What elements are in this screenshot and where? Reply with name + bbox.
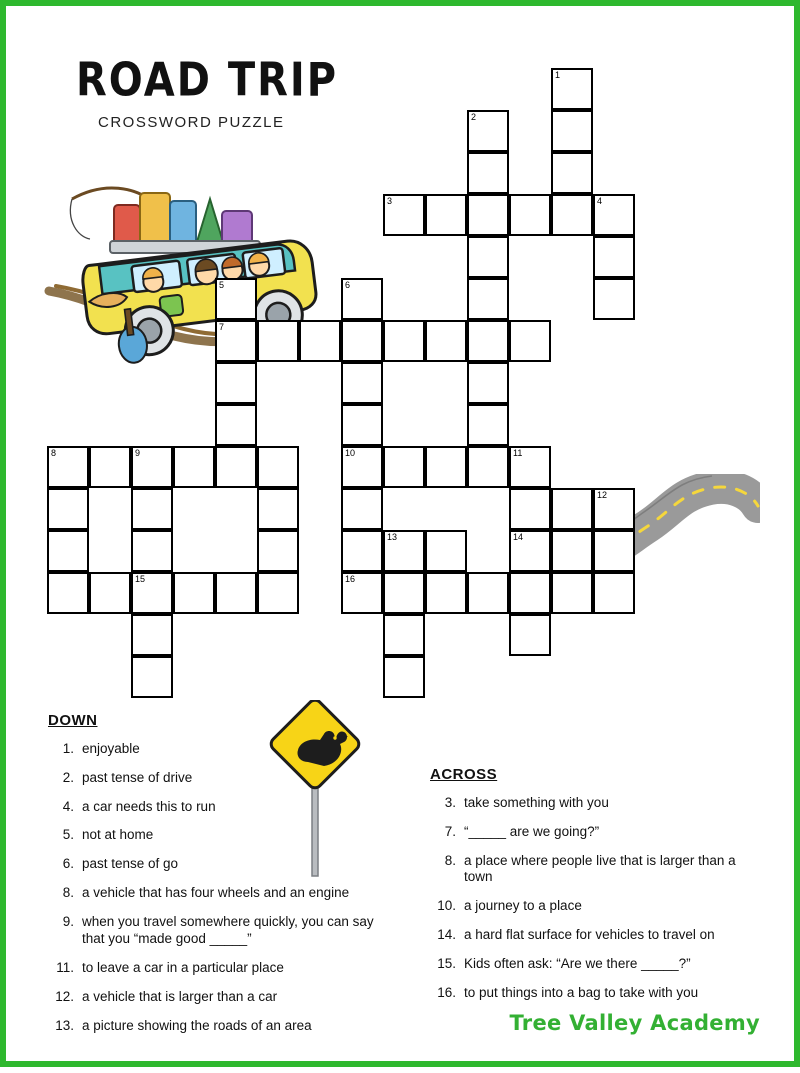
crossword-cell[interactable] — [173, 446, 215, 488]
clue-item — [48, 1018, 398, 1035]
clue-number: 13. — [55, 1017, 74, 1033]
clue-item — [48, 914, 398, 948]
cell-number: 3 — [387, 196, 393, 206]
clue-number: 16. — [437, 984, 456, 1000]
crossword-cell[interactable] — [551, 530, 593, 572]
crossword-cell[interactable] — [593, 236, 635, 278]
clue-item — [48, 827, 398, 844]
crossword-cell[interactable] — [425, 446, 467, 488]
crossword-cell[interactable] — [89, 446, 131, 488]
crossword-cell[interactable] — [383, 530, 425, 572]
crossword-cell[interactable] — [215, 278, 257, 320]
crossword-cell[interactable] — [131, 446, 173, 488]
crossword-cell[interactable] — [341, 530, 383, 572]
cell-number: 8 — [51, 448, 57, 458]
crossword-cell[interactable] — [257, 446, 299, 488]
crossword-cell[interactable] — [341, 404, 383, 446]
crossword-cell[interactable] — [131, 488, 173, 530]
crossword-cell[interactable] — [215, 404, 257, 446]
crossword-cell[interactable] — [131, 656, 173, 698]
crossword-cell[interactable] — [425, 320, 467, 362]
crossword-cell[interactable] — [341, 488, 383, 530]
crossword-cell[interactable] — [551, 152, 593, 194]
crossword-cell[interactable] — [173, 572, 215, 614]
clue-text: a place where people live that is larger than a town — [464, 852, 736, 885]
crossword-cell[interactable] — [467, 236, 509, 278]
cell-number: 12 — [597, 490, 608, 500]
clue-number: 15. — [437, 956, 456, 971]
crossword-cell[interactable] — [47, 446, 89, 488]
down-clues-section — [48, 712, 398, 1046]
crossword-cell[interactable] — [383, 572, 425, 614]
crossword-cell[interactable] — [551, 68, 593, 110]
crossword-cell[interactable] — [509, 530, 551, 572]
clue-text: not at home — [82, 827, 154, 843]
crossword-cell[interactable] — [425, 530, 467, 572]
clue-text: a vehicle that is larger than a car — [82, 988, 278, 1004]
clue-item — [430, 853, 760, 887]
cell-number: 9 — [135, 448, 141, 458]
crossword-cell[interactable] — [131, 572, 173, 614]
crossword-cell[interactable] — [467, 110, 509, 152]
clue-item — [48, 741, 398, 758]
clue-text: a car needs this to run — [82, 798, 216, 814]
clue-item — [430, 927, 760, 944]
clue-number: 12. — [55, 988, 74, 1004]
clue-number: 10. — [437, 898, 456, 914]
clue-number: 3. — [444, 794, 456, 810]
crossword-cell[interactable] — [467, 320, 509, 362]
crossword-cell[interactable] — [341, 572, 383, 614]
clue-number: 4. — [62, 798, 74, 814]
crossword-cell[interactable] — [467, 194, 509, 236]
crossword-cell[interactable] — [509, 572, 551, 614]
crossword-cell[interactable] — [383, 614, 425, 656]
crossword-cell[interactable] — [593, 488, 635, 530]
clue-text: to put things into a bag to take with you — [464, 984, 699, 1000]
crossword-cell[interactable] — [341, 278, 383, 320]
clue-text: when you travel somewhere quickly, you can say that you “made good _____” — [82, 914, 374, 946]
clue-number: 8. — [62, 885, 74, 901]
crossword-cell[interactable] — [257, 530, 299, 572]
cell-number: 7 — [219, 322, 225, 332]
crossword-cell[interactable] — [509, 446, 551, 488]
crossword-cell[interactable] — [131, 614, 173, 656]
clue-number: 5. — [62, 827, 74, 843]
crossword-cell[interactable] — [551, 488, 593, 530]
crossword-cell[interactable] — [467, 572, 509, 614]
crossword-cell[interactable] — [215, 320, 257, 362]
crossword-cell[interactable] — [383, 194, 425, 236]
down-heading: DOWN — [48, 712, 98, 729]
clue-item — [48, 799, 398, 816]
crossword-cell[interactable] — [131, 530, 173, 572]
across-clues-section — [430, 766, 760, 1014]
crossword-cell[interactable] — [47, 572, 89, 614]
clue-number: 14. — [437, 927, 456, 943]
crossword-cell[interactable] — [383, 656, 425, 698]
clue-item — [48, 885, 398, 902]
clue-number: 9. — [62, 914, 74, 929]
clue-item — [430, 956, 760, 973]
clue-item — [48, 770, 398, 787]
clue-text: past tense of go — [82, 856, 179, 872]
down-clue-list — [48, 741, 398, 1035]
crossword-cell[interactable] — [383, 320, 425, 362]
cell-number: 2 — [471, 112, 477, 122]
cell-number: 15 — [135, 574, 146, 584]
clue-item — [430, 898, 760, 915]
crossword-cell[interactable] — [509, 614, 551, 656]
crossword-cell[interactable] — [509, 320, 551, 362]
crossword-cell[interactable] — [509, 194, 551, 236]
crossword-cell[interactable] — [341, 362, 383, 404]
cell-number: 14 — [513, 532, 524, 542]
across-heading: ACROSS — [430, 766, 498, 783]
clue-item — [430, 824, 760, 841]
clue-number: 2. — [62, 769, 74, 785]
crossword-cell[interactable] — [551, 110, 593, 152]
crossword-cell[interactable] — [341, 320, 383, 362]
clue-text: to leave a car in a particular place — [82, 959, 284, 975]
title-block — [76, 54, 376, 131]
brand-footer: Tree Valley Academy — [509, 1011, 760, 1035]
crossword-cell[interactable] — [257, 320, 299, 362]
clue-item — [48, 960, 398, 977]
clue-text: “_____ are we going?” — [464, 823, 600, 839]
crossword-cell[interactable] — [551, 194, 593, 236]
crossword-cell[interactable] — [551, 572, 593, 614]
crossword-cell[interactable] — [47, 488, 89, 530]
crossword-cell[interactable] — [383, 446, 425, 488]
clue-number: 1. — [62, 740, 74, 756]
clue-text: a vehicle that has four wheels and an engine — [82, 885, 350, 901]
clue-number: 8. — [444, 852, 456, 868]
crossword-cell[interactable] — [593, 530, 635, 572]
page-subtitle: CROSSWORD PUZZLE — [98, 114, 285, 131]
clue-text: Kids often ask: “Are we there _____?” — [464, 956, 691, 971]
crossword-cell[interactable] — [425, 194, 467, 236]
clue-number: 11. — [56, 959, 74, 975]
clue-text: a hard flat surface for vehicles to travel on — [464, 927, 715, 943]
clue-number: 6. — [62, 856, 74, 872]
crossword-cell[interactable] — [257, 488, 299, 530]
clue-text: a journey to a place — [464, 898, 582, 914]
clue-item — [430, 985, 760, 1002]
crossword-cell[interactable] — [215, 446, 257, 488]
crossword-cell[interactable] — [47, 530, 89, 572]
crossword-cell[interactable] — [89, 572, 131, 614]
clue-number: 7. — [444, 823, 456, 839]
crossword-cell[interactable] — [467, 446, 509, 488]
cell-number: 1 — [555, 70, 561, 80]
crossword-cell[interactable] — [257, 572, 299, 614]
crossword-cell[interactable] — [593, 194, 635, 236]
crossword-cell[interactable] — [341, 446, 383, 488]
cell-number: 11 — [513, 448, 523, 458]
crossword-cell[interactable] — [467, 152, 509, 194]
crossword-cell[interactable] — [509, 488, 551, 530]
clue-text: take something with you — [464, 794, 609, 810]
clue-text: past tense of drive — [82, 769, 193, 785]
crossword-cell[interactable] — [467, 404, 509, 446]
cell-number: 13 — [387, 532, 398, 542]
crossword-cell[interactable] — [593, 278, 635, 320]
cell-number: 16 — [345, 574, 356, 584]
cell-number: 10 — [345, 448, 356, 458]
cell-number: 4 — [597, 196, 603, 206]
crossword-cell[interactable] — [299, 320, 341, 362]
clue-item — [430, 795, 760, 812]
cell-number: 5 — [219, 280, 225, 290]
clue-text: enjoyable — [82, 740, 140, 756]
clue-text: a picture showing the roads of an area — [82, 1017, 312, 1033]
crossword-cell[interactable] — [425, 572, 467, 614]
crossword-cell[interactable] — [467, 362, 509, 404]
crossword-cell[interactable] — [215, 362, 257, 404]
crossword-cell[interactable] — [593, 572, 635, 614]
crossword-cell[interactable] — [215, 572, 257, 614]
clue-item — [48, 856, 398, 873]
page-title: ROAD TRIP — [76, 54, 339, 107]
cell-number: 6 — [345, 280, 351, 290]
across-clue-list — [430, 795, 760, 1002]
clue-item — [48, 989, 398, 1006]
crossword-cell[interactable] — [467, 278, 509, 320]
